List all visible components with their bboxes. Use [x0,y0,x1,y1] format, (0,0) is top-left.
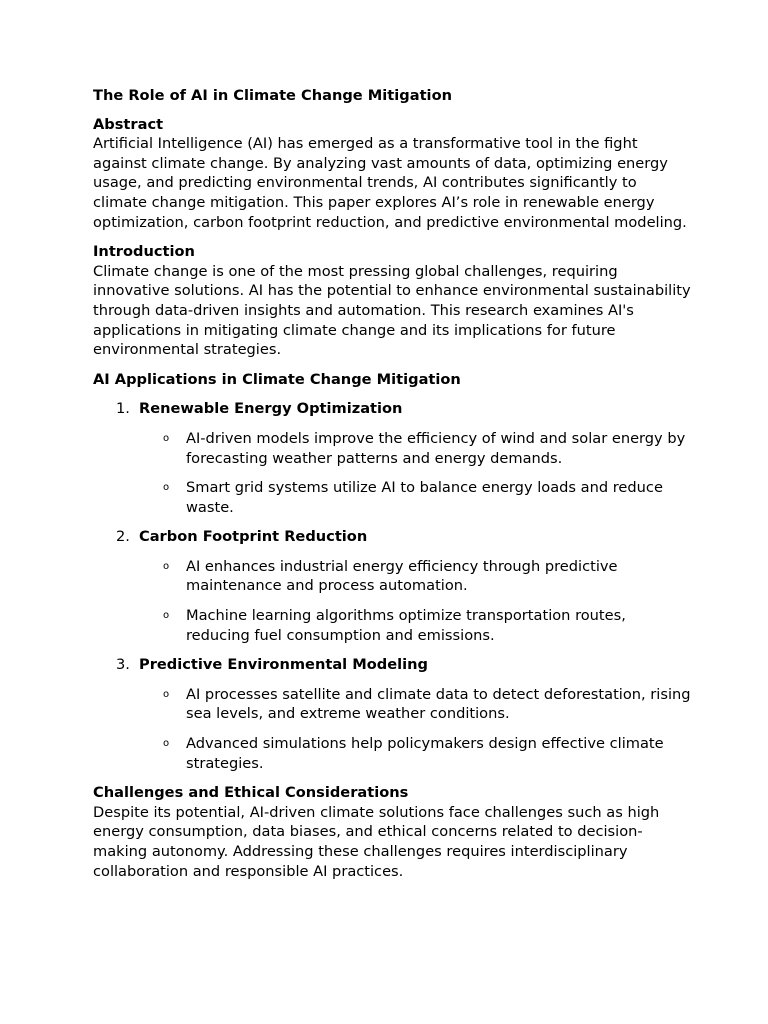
item-label: Predictive Environmental Modeling [139,656,428,674]
bullet-icon: o [163,482,170,494]
bullet-text: Smart grid systems utilize AI to balance energy loads and reduce waste. [186,479,663,516]
challenges-heading: Challenges and Ethical Considerations [93,784,409,802]
challenges-text: Despite its potential, AI-driven climate solutions face challenges such as high energy consumption, data biases, and ethical concerns related to decision-making autonomy. Addressing these challenges requires interdisciplinary collaboration and responsible AI practices. [93,803,660,880]
bullet-text: AI-driven models improve the efficiency of wind and solar energy by forecasting weather patterns and energy demands. [186,429,686,467]
bullet-icon: o [163,610,170,622]
item-label: Carbon Footprint Reduction [139,528,368,546]
bullet-icon: o [163,560,170,572]
bullet-text: Advanced simulations help policymakers design effective climate strategies. [186,735,664,772]
sub-bullet [163,685,693,724]
abstract-text: Artificial Intelligence (AI) has emerged as a transformative tool in the fight against climate change. By analyzing vast amounts of data, optimizing energy usage, and predicting environmental trends, AI contributes significantly to climate change mitigation. This paper explores AI’s role in renewable energy optimization, carbon footprint reduction, and predictive environmental modeling. [93,135,687,231]
item-label: Renewable Energy Optimization [139,400,403,418]
sub-bullet [163,557,693,596]
sub-bullet [163,478,693,517]
document-title: The Role of AI in Climate Change Mitigation [93,87,452,104]
sub-bullet [163,734,693,773]
sub-bullet-list [93,429,693,517]
applications-heading: AI Applications in Climate Change Mitigation [93,370,461,388]
list-item [93,399,693,517]
introduction-text: Climate change is one of the most pressing global challenges, requiring innovative solutions. AI has the potential to enhance environmental sustainability through data-driven insights and automation. This research examines AI's applications in mitigating climate change and its implications for future environmental strategies. [93,262,691,359]
bullet-text: AI enhances industrial energy efficiency through predictive maintenance and process automation. [186,557,618,595]
item-number: 3. [116,656,130,674]
document-body [93,86,693,891]
item-number: 1. [116,400,130,418]
bullet-icon: o [163,738,170,750]
list-item [93,655,693,773]
applications-list [93,399,693,773]
bullet-icon: o [163,432,170,444]
sub-bullet-list [93,557,693,645]
abstract-heading: Abstract [93,115,164,133]
list-item [93,527,693,645]
item-number: 2. [116,528,130,546]
introduction-heading: Introduction [93,243,195,261]
sub-bullet-list [93,685,693,773]
bullet-icon: o [163,688,170,700]
bullet-text: Machine learning algorithms optimize transportation routes, reducing fuel consumption and emissions. [186,607,626,644]
bullet-text: AI processes satellite and climate data to detect deforestation, rising sea levels, and extreme weather conditions. [186,685,691,723]
sub-bullet [163,606,693,645]
sub-bullet [163,429,693,468]
